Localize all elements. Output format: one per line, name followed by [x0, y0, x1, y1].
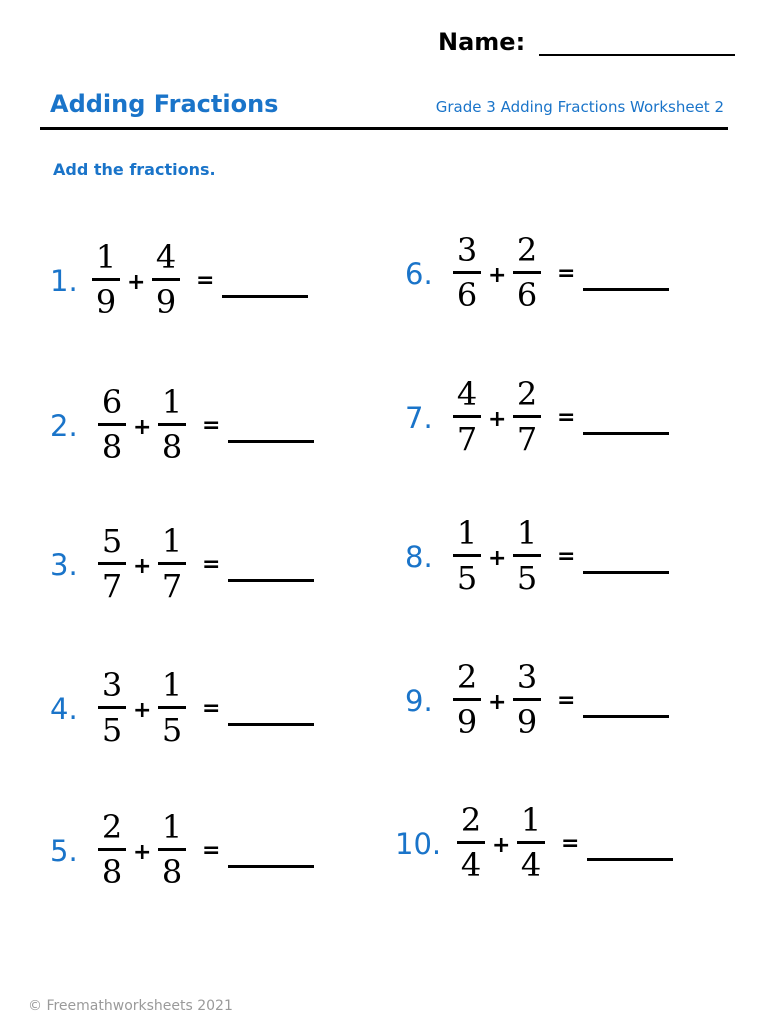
denominator: 7	[456, 420, 478, 458]
numerator: 1	[520, 801, 542, 839]
problem-number: 1.	[50, 264, 78, 298]
equals-sign: =	[557, 405, 576, 430]
answer-line[interactable]	[222, 295, 308, 298]
plus-sign: +	[488, 407, 507, 432]
plus-sign: +	[488, 546, 507, 571]
numerator: 1	[161, 808, 183, 846]
fraction-bar	[158, 562, 186, 565]
denominator: 5	[516, 559, 538, 597]
fraction-bar	[98, 706, 126, 709]
equals-sign: =	[561, 831, 580, 856]
plus-sign: +	[492, 833, 511, 858]
numerator: 6	[101, 383, 123, 421]
equals-sign: =	[202, 413, 221, 438]
fraction-bar	[158, 423, 186, 426]
fraction-b	[513, 377, 541, 456]
fraction-a	[98, 385, 126, 464]
numerator: 2	[101, 808, 123, 846]
fraction-b	[513, 516, 541, 595]
plus-sign: +	[488, 263, 507, 288]
denominator: 9	[95, 283, 117, 321]
fraction-a	[98, 524, 126, 603]
problem-number: 10.	[395, 827, 442, 861]
header-divider	[40, 127, 728, 130]
fraction-b	[158, 385, 186, 464]
plus-sign: +	[133, 698, 152, 723]
name-field	[438, 28, 735, 56]
fraction-a	[453, 377, 481, 456]
denominator: 8	[101, 853, 123, 891]
problem-number: 9.	[405, 684, 433, 718]
answer-line[interactable]	[228, 723, 314, 726]
fraction-b	[158, 668, 186, 747]
fraction-bar	[513, 415, 541, 418]
answer-line[interactable]	[228, 865, 314, 868]
equals-sign: =	[557, 544, 576, 569]
fraction-bar	[98, 562, 126, 565]
problem-number: 3.	[50, 548, 78, 582]
fraction-a	[453, 516, 481, 595]
fraction-bar	[517, 841, 545, 844]
denominator: 8	[101, 428, 123, 466]
name-blank-line[interactable]	[539, 32, 735, 56]
equals-sign: =	[196, 268, 215, 293]
fraction-bar	[98, 848, 126, 851]
fraction-a	[98, 810, 126, 889]
numerator: 4	[456, 375, 478, 413]
denominator: 9	[155, 283, 177, 321]
numerator: 1	[456, 514, 478, 552]
fraction-a	[92, 240, 120, 319]
fraction-b	[158, 524, 186, 603]
numerator: 2	[516, 231, 538, 269]
denominator: 4	[460, 846, 482, 884]
denominator: 5	[161, 711, 183, 749]
denominator: 6	[456, 276, 478, 314]
equals-sign: =	[557, 688, 576, 713]
fraction-bar	[152, 278, 180, 281]
plus-sign: +	[127, 270, 146, 295]
equals-sign: =	[202, 696, 221, 721]
answer-line[interactable]	[583, 715, 669, 718]
denominator: 5	[101, 711, 123, 749]
fraction-bar	[453, 271, 481, 274]
fraction-b	[513, 233, 541, 312]
numerator: 5	[101, 522, 123, 560]
fraction-a	[453, 660, 481, 739]
fraction-bar	[453, 554, 481, 557]
numerator: 1	[161, 383, 183, 421]
fraction-bar	[92, 278, 120, 281]
numerator: 1	[161, 666, 183, 704]
copyright-notice: © Freemathworksheets 2021	[28, 998, 233, 1014]
problem-number: 2.	[50, 409, 78, 443]
fraction-bar	[158, 848, 186, 851]
answer-line[interactable]	[583, 432, 669, 435]
problem-number: 5.	[50, 834, 78, 868]
problem-number: 4.	[50, 692, 78, 726]
numerator: 2	[460, 801, 482, 839]
fraction-a	[457, 803, 485, 882]
answer-line[interactable]	[583, 288, 669, 291]
name-label: Name:	[438, 28, 526, 56]
worksheet-subtitle: Grade 3 Adding Fractions Worksheet 2	[435, 98, 724, 116]
fraction-bar	[98, 423, 126, 426]
numerator: 1	[95, 238, 117, 276]
answer-line[interactable]	[587, 858, 673, 861]
answer-line[interactable]	[228, 440, 314, 443]
fraction-bar	[513, 271, 541, 274]
denominator: 8	[161, 853, 183, 891]
plus-sign: +	[488, 690, 507, 715]
instructions: Add the fractions.	[53, 160, 216, 179]
equals-sign: =	[557, 261, 576, 286]
denominator: 7	[161, 567, 183, 605]
numerator: 1	[161, 522, 183, 560]
answer-line[interactable]	[583, 571, 669, 574]
denominator: 9	[516, 703, 538, 741]
equals-sign: =	[202, 552, 221, 577]
fraction-a	[98, 668, 126, 747]
numerator: 3	[101, 666, 123, 704]
numerator: 2	[516, 375, 538, 413]
denominator: 7	[101, 567, 123, 605]
plus-sign: +	[133, 415, 152, 440]
fraction-b	[513, 660, 541, 739]
fraction-bar	[453, 698, 481, 701]
fraction-bar	[457, 841, 485, 844]
answer-line[interactable]	[228, 579, 314, 582]
fraction-bar	[158, 706, 186, 709]
problem-number: 6.	[405, 257, 433, 291]
numerator: 1	[516, 514, 538, 552]
fraction-a	[453, 233, 481, 312]
fraction-bar	[513, 554, 541, 557]
denominator: 8	[161, 428, 183, 466]
equals-sign: =	[202, 838, 221, 863]
fraction-b	[517, 803, 545, 882]
numerator: 3	[456, 231, 478, 269]
denominator: 5	[456, 559, 478, 597]
fraction-b	[152, 240, 180, 319]
denominator: 7	[516, 420, 538, 458]
numerator: 3	[516, 658, 538, 696]
problem-number: 7.	[405, 401, 433, 435]
fraction-bar	[513, 698, 541, 701]
plus-sign: +	[133, 554, 152, 579]
plus-sign: +	[133, 840, 152, 865]
problem-number: 8.	[405, 540, 433, 574]
denominator: 6	[516, 276, 538, 314]
worksheet-title: Adding Fractions	[50, 90, 279, 118]
fraction-bar	[453, 415, 481, 418]
numerator: 4	[155, 238, 177, 276]
fraction-b	[158, 810, 186, 889]
numerator: 2	[456, 658, 478, 696]
denominator: 4	[520, 846, 542, 884]
denominator: 9	[456, 703, 478, 741]
